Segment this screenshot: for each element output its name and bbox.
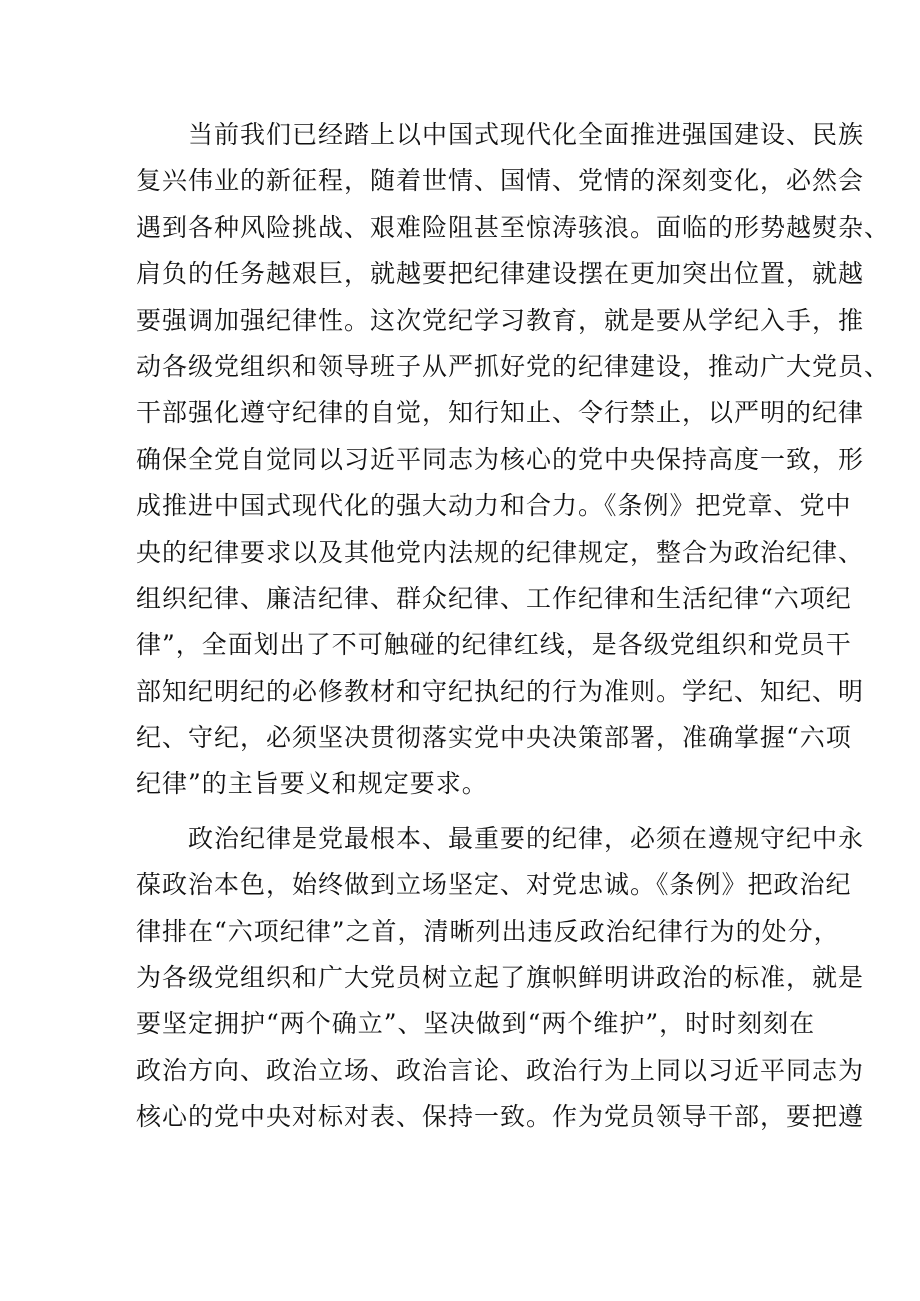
text-line: 葆政治本色，始终做到立场坚定、对党忠诚。《条例》把政治纪 <box>136 870 852 900</box>
text-line: 组织纪律、廉洁纪律、群众纪律、工作纪律和生活纪律“六项纪 <box>136 583 852 613</box>
paragraph-1 <box>136 112 891 808</box>
text-line: 纪、守纪，必须坚决贯彻落实党中央决策部署，准确掌握“六项 <box>136 723 852 753</box>
text-line: 遇到各种风险挑战、艰难险阻甚至惊涛骇浪。面临的形势越熨杂、 <box>136 212 891 242</box>
text-line: 复兴伟业的新征程，随着世情、国情、党情的深刻变化，必然会 <box>136 166 865 196</box>
text-line: 肩负的任务越艰巨，就越要把纪律建设摆在更加突出位置，就越 <box>136 259 865 289</box>
text-line: 律排在“六项纪律”之首，清晰列出违反政治纪律行为的处分， <box>136 916 840 946</box>
text-line: 当前我们已经踏上以中国式现代化全面推进强国建设、民族 <box>136 120 865 149</box>
text-line: 动各级党组织和领导班子从严抓好党的纪律建设，推动广大党员、 <box>136 351 891 381</box>
text-line: 纪律”的主旨要义和规定要求。 <box>136 769 488 799</box>
text-line: 要坚定拥护“两个确立”、坚决做到“两个维护”，时时刻刻在 <box>136 1009 816 1039</box>
text-line: 政治方向、政治立场、政治言论、政治行为上同以习近平同志为 <box>136 1055 865 1085</box>
text-line: 干部强化遵守纪律的自觉，知行知止、令行禁止，以严明的纪律 <box>136 398 865 428</box>
text-line: 成推进中国式现代化的强大动力和合力。《条例》把党章、党中 <box>136 491 852 521</box>
text-line: 律”，全面划出了不可触碰的纪律红线，是各级党组织和党员干 <box>136 630 852 660</box>
text-line: 政治纪律是党最根本、最重要的纪律，必须在遵规守纪中永 <box>136 823 865 853</box>
text-line: 要强调加强纪律性。这次党纪学习教育，就是要从学纪入手，推 <box>136 305 865 335</box>
paragraph-spacer <box>136 808 786 816</box>
text-line: 为各级党组织和广大党员树立起了旗帜鲜明讲政治的标准，就是 <box>136 963 865 993</box>
paragraph-2 <box>136 816 865 1141</box>
text-line: 确保全党自觉同以习近平同志为核心的党中央保持高度一致，形 <box>136 444 865 474</box>
text-line: 部知纪明纪的必修教材和守纪执纪的行为准则。学纪、知纪、明 <box>136 676 865 706</box>
text-line: 核心的党中央对标对表、保持一致。作为党员领导干部，要把遵 <box>136 1102 865 1132</box>
text-line: 央的纪律要求以及其他党内法规的纪律规定，整合为政治纪律、 <box>136 537 865 567</box>
document-body <box>136 112 891 1141</box>
